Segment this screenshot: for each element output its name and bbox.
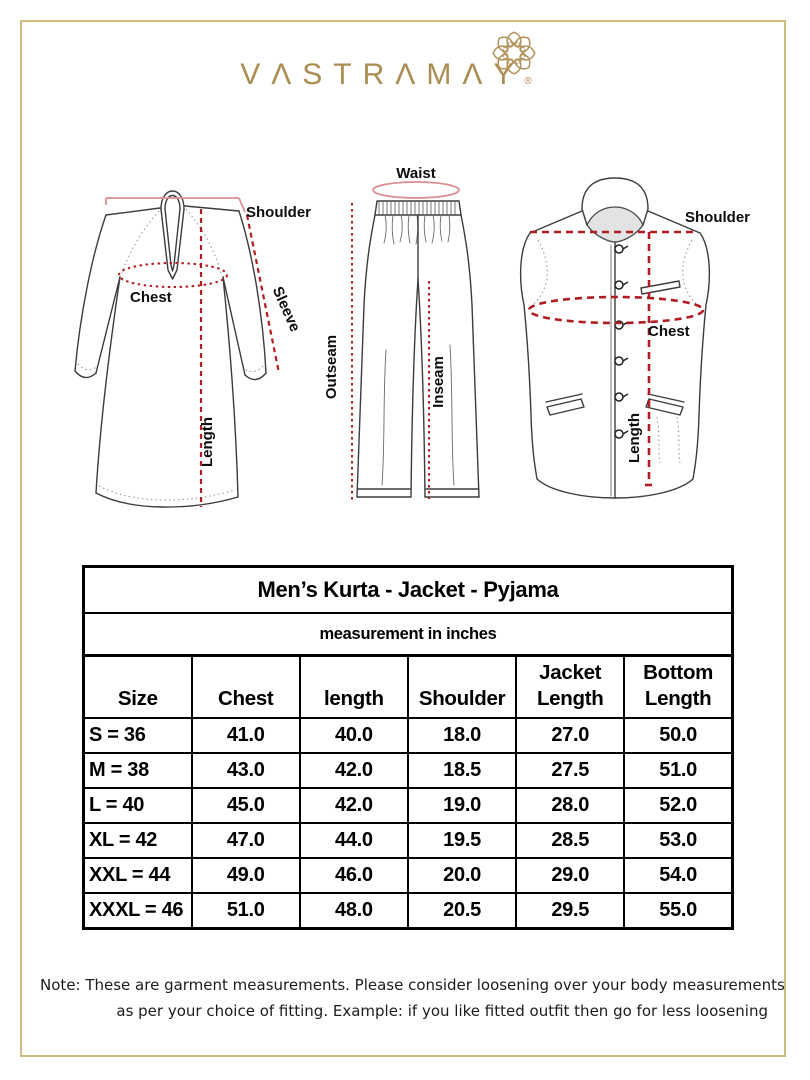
table-cell: 20.5 [408, 893, 516, 929]
pyjama-diagram [323, 165, 479, 501]
table-subtitle: measurement in inches [84, 613, 733, 656]
table-cell: 28.5 [516, 823, 624, 858]
table-title: Men’s Kurta - Jacket - Pyjama [84, 567, 733, 614]
table-row [84, 858, 733, 893]
table-cell: 18.0 [408, 718, 516, 753]
table-cell: 18.5 [408, 753, 516, 788]
table-cell: 29.5 [516, 893, 624, 929]
column-header-bottom-length: Bottom Length [624, 656, 732, 719]
pyjama-waist-line [373, 182, 459, 198]
table-cell: 43.0 [192, 753, 300, 788]
jacket-buttons [615, 245, 628, 438]
table-cell: 20.0 [408, 858, 516, 893]
note-line-1: Note: These are garment measurements. Please consider loosening over your body measurements [40, 976, 785, 994]
table-row [84, 788, 733, 823]
table-cell: 28.0 [516, 788, 624, 823]
table-cell: 46.0 [300, 858, 408, 893]
table-cell: 49.0 [192, 858, 300, 893]
size-cell: L = 40 [84, 788, 192, 823]
table-cell: 42.0 [300, 753, 408, 788]
note-line-2: as per your choice of fitting. Example: if you like fitted outfit then go for less loosening [116, 1002, 768, 1020]
table-row [84, 753, 733, 788]
size-chart-table [82, 565, 734, 930]
table-cell: 48.0 [300, 893, 408, 929]
brand-header [0, 58, 791, 92]
table-cell: 45.0 [192, 788, 300, 823]
jacket-diagram [521, 178, 751, 498]
table-cell: 19.5 [408, 823, 516, 858]
table-cell: 50.0 [624, 718, 732, 753]
size-cell: S = 36 [84, 718, 192, 753]
pyjama-waist-label: Waist [396, 165, 436, 182]
pyjama-inseam-label: Inseam [430, 356, 447, 408]
table-cell: 42.0 [300, 788, 408, 823]
jacket-length-label: Length [626, 413, 643, 463]
table-cell: 55.0 [624, 893, 732, 929]
table-cell: 53.0 [624, 823, 732, 858]
table-cell: 51.0 [192, 893, 300, 929]
table-cell: 29.0 [516, 858, 624, 893]
column-header-shoulder: Shoulder [408, 656, 516, 719]
table-cell: 27.0 [516, 718, 624, 753]
brand-logo-text: VΛSTRΛMΛY [240, 58, 525, 91]
column-header-size: Size [84, 656, 192, 719]
table-row [84, 718, 733, 753]
jacket-shoulder-label: Shoulder [685, 209, 751, 226]
pyjama-outseam-label: Outseam [323, 334, 340, 400]
table-row [84, 893, 733, 929]
table-cell: 27.5 [516, 753, 624, 788]
table-cell: 40.0 [300, 718, 408, 753]
table-row [84, 823, 733, 858]
table-cell: 41.0 [192, 718, 300, 753]
column-header-jacket-length: Jacket Length [516, 656, 624, 719]
jacket-chest-line [529, 297, 703, 323]
size-cell: XXXL = 46 [84, 893, 192, 929]
size-cell: XL = 42 [84, 823, 192, 858]
column-header-length: length [300, 656, 408, 719]
kurta-length-label: Length [199, 417, 216, 467]
size-cell: M = 38 [84, 753, 192, 788]
kurta-diagram [75, 191, 311, 507]
jacket-chest-label: Chest [648, 323, 690, 340]
measurement-note [40, 972, 785, 1024]
floral-mandala-icon [487, 25, 541, 81]
column-header-chest: Chest [192, 656, 300, 719]
table-header-row [84, 656, 733, 719]
kurta-sleeve-label: Sleeve [268, 283, 304, 335]
kurta-shoulder-label: Shoulder [246, 204, 312, 221]
table-cell: 19.0 [408, 788, 516, 823]
table-cell: 52.0 [624, 788, 732, 823]
kurta-chest-label: Chest [130, 289, 172, 306]
registered-trademark: ® [524, 76, 532, 87]
table-cell: 47.0 [192, 823, 300, 858]
size-cell: XXL = 44 [84, 858, 192, 893]
table-cell: 51.0 [624, 753, 732, 788]
table-cell: 54.0 [624, 858, 732, 893]
table-cell: 44.0 [300, 823, 408, 858]
garment-measurement-diagrams [30, 145, 780, 547]
